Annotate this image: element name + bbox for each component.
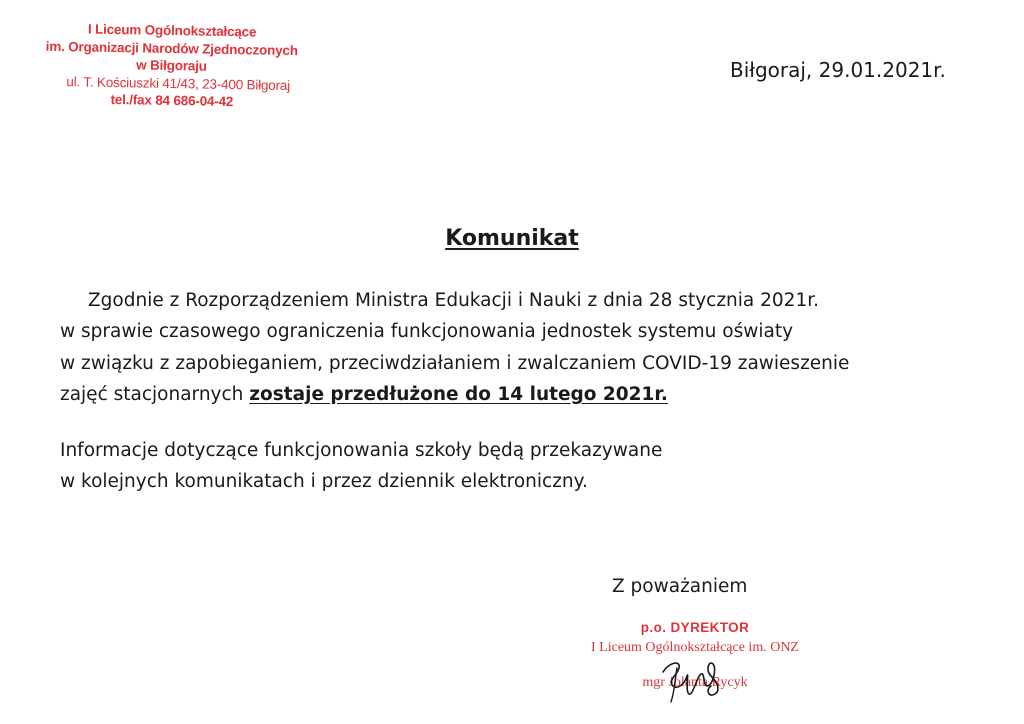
information-paragraph [60,435,662,498]
paragraph-line: Informacje dotyczące funkcjonowania szkoły będą przekazywane [60,440,663,461]
extension-date-emphasis: zostaje przedłużone do 14 lutego 2021r. [249,383,668,405]
paragraph-line: w związku z zapobieganiem, przeciwdziałaniem i zwalczaniem COVID-19 zawieszenie [60,352,850,374]
school-stamp-patron: im. Organizacji Narodów Zjednoczonych [45,38,298,58]
paragraph-line [60,379,849,410]
school-stamp-name: I Liceum Ogólnokształcące [87,21,257,40]
director-name: mgr Jolanta Rycyk [642,675,748,690]
document-date: Biłgoraj, 29.01.2021r. [730,58,946,82]
paragraph-line: w kolejnych komunikatach i przez dziennik elektroniczny. [60,471,588,493]
handwritten-signature [655,646,735,708]
paragraph-line-text: zajęć stacjonarnych [60,383,250,405]
school-stamp [33,20,309,112]
announcement-paragraph [60,285,849,410]
director-title: p.o. DYREKTOR [640,620,750,635]
closing-salutation: Z poważaniem [612,576,748,597]
paragraph-line: w sprawie czasowego ograniczenia funkcjonowania jednostek systemu oświaty [60,321,794,343]
page-title: Komunikat [445,226,579,251]
paragraph-line: Zgodnie z Rozporządzeniem Ministra Edukacji i Nauki z dnia 28 stycznia 2021r. [88,290,820,311]
director-school: I Liceum Ogólnokształcące im. ONZ [591,639,799,655]
school-stamp-address: ul. T. Kościuszki 41/43, 23-400 Biłgoraj [66,73,291,93]
school-stamp-city: w Biłgoraju [136,57,207,74]
school-stamp-phone: tel./fax 84 686-04-42 [110,91,234,110]
